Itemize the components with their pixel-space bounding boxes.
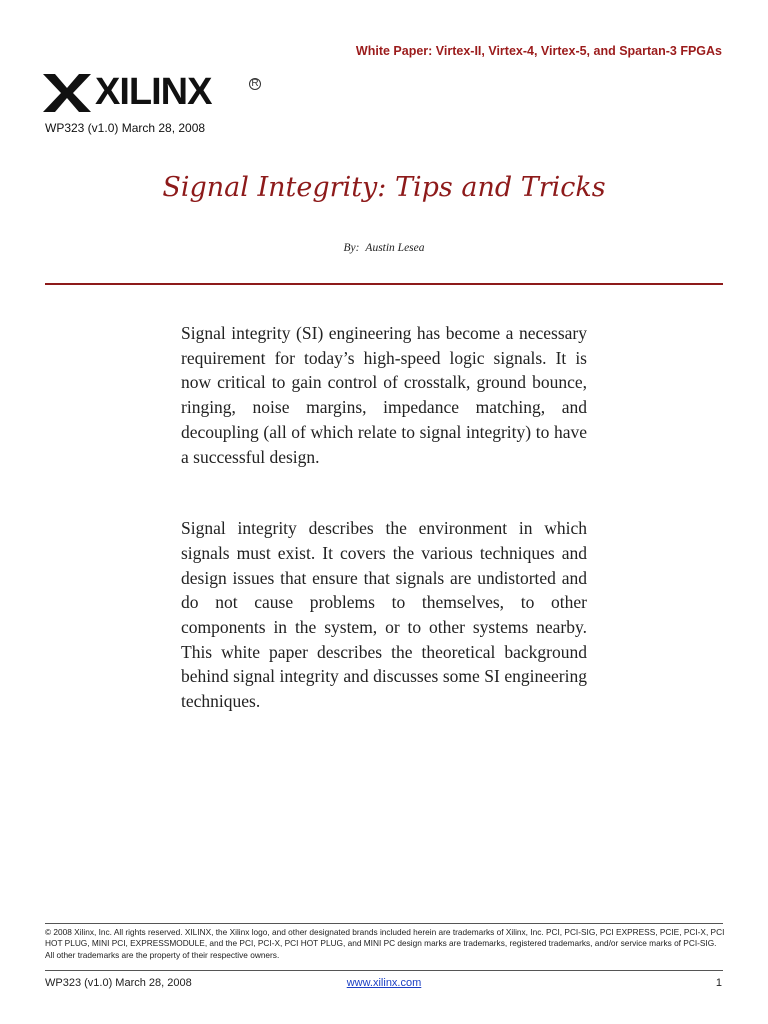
title-divider [45, 283, 723, 285]
footer-website-link[interactable]: www.xilinx.com [346, 977, 422, 989]
byline [0, 242, 768, 254]
page-number: 1 [715, 977, 722, 989]
legal-divider [45, 923, 723, 924]
registered-mark: R [249, 78, 261, 90]
abstract-paragraph: Signal integrity describes the environment in which signals must exist. It covers the various techniques and design issues that ensure that signals are undistorted and do not cause problems to themselves, to other components in the system, or to other systems nearby. This white paper describes the theoretical background behind signal integrity and discusses some SI engineering techniques. [181, 518, 587, 712]
abstract-paragraph: Signal integrity (SI) engineering has become a necessary requirement for today’s high-speed logic signals. It is now critical to gain control of crosstalk, ground bounce, ringing, noise margins, impedance matching, and decoupling (all of which relate to signal integrity) to have a successful design. [181, 323, 587, 467]
by-label: By: [343, 242, 360, 254]
header-series-title: White Paper: Virtex-II, Virtex-4, Virtex-5, and Spartan-3 FPGAs [355, 44, 722, 58]
xilinx-x-logo-icon [43, 74, 91, 112]
abstract [181, 321, 587, 761]
footer-document-id: WP323 (v1.0) March 28, 2008 [45, 977, 192, 989]
footer-divider [45, 970, 723, 971]
page-title: Signal Integrity: Tips and Tricks [162, 172, 606, 203]
author-name: Austin Lesea [365, 242, 425, 254]
legal-notice: © 2008 Xilinx, Inc. All rights reserved. XILINX, the Xilinx logo, and other designated brands included herein are trademarks of Xilinx, Inc. PCI, PCI-SIG, PCI EXPRESS, PCIE, PCI-X, PCI HOT PLUG, MINI PCI, EXPRESSMODULE, and the PCI, PCI-X, PCI HOT PLUG, and MINI PC design marks are trademarks, registered trademarks, and/or service marks of PCI-SIG. All other trademarks are the property of their respective owners. [45, 927, 725, 960]
logo-wordmark: XILINX [95, 71, 212, 113]
xilinx-logo [43, 71, 259, 113]
document-id: WP323 (v1.0) March 28, 2008 [45, 121, 206, 135]
